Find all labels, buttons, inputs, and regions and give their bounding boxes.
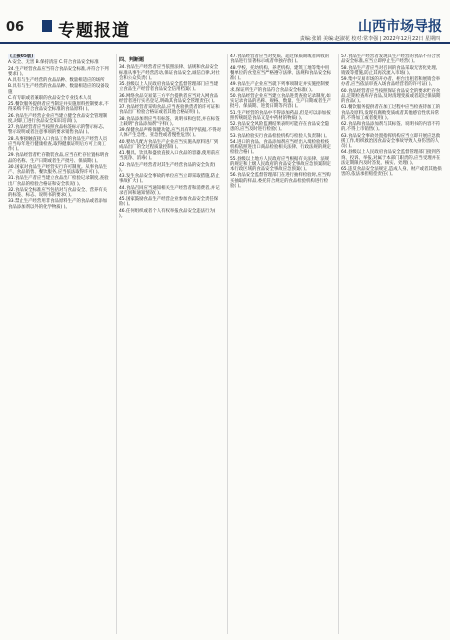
text-paragraph: 34.食品生产经营者应当依照法律、法规和食品安全标准从事生产经营活动,保证食品安全,诚信自律,对社会和公众负责( )。 bbox=[119, 65, 220, 81]
text-column-4 bbox=[341, 54, 443, 634]
column-1-text bbox=[8, 60, 110, 210]
text-paragraph: 51.生产经营的食品中不得添加药品,但是可以添加按照传统既是食品又是中药材的物质( )。 bbox=[230, 110, 331, 121]
column-title: 专题报道 bbox=[58, 21, 130, 41]
text-paragraph: 31.食品生产者应当建立食品出厂检验记录制度,查验出厂食品的检验合格证和安全状况( )。 bbox=[8, 176, 109, 187]
text-paragraph: 49.食品生产企业应当就下列事项制定并实施控制要求,保证所生产的食品符合食品安全标准( )。 bbox=[230, 82, 330, 93]
text-paragraph: 37.食品经营者采购食品,应当查验供货者的许可证和食品出厂检验合格证或者其他合格证明( )。 bbox=[119, 105, 220, 116]
text-paragraph: 55.县级以上地方人民政府应当根据有关法律、法规的规定和上级人民政府的食品安全事故应急预案制定本行政区域的食品安全事故应急预案( )。 bbox=[230, 156, 331, 172]
header-rule bbox=[0, 42, 450, 44]
page-header bbox=[0, 0, 450, 44]
text-paragraph: 26.食品生产经营企业应当建立健全食品安全管理制度,对职工进行食品安全知识培训( )。 bbox=[8, 113, 108, 124]
text-paragraph: 40.婴幼儿配方食品生产企业应当实施从原料进厂到成品出厂的全过程质量控制( )。 bbox=[119, 139, 219, 150]
page-number: 06 bbox=[6, 20, 25, 35]
text-paragraph: 53.食品检验实行食品检验机构与检验人负责制( )。 bbox=[230, 133, 330, 139]
text-paragraph: 65.违反食品安全法规定,造成人身、财产或者其他损害的,依法承担赔偿责任( )。 bbox=[341, 167, 442, 178]
section-title-judgement: 四、判断题 bbox=[119, 57, 145, 63]
text-paragraph: 41.餐具、饮具和盛放直接入口食品的容器,使用前应当洗净、消毒( )。 bbox=[119, 151, 220, 162]
text-paragraph: B.具有与生产经营的食品品种、数量相适应的设备设施 bbox=[8, 84, 110, 95]
text-paragraph: 25.餐饮服务提供者应当制定并实施原料控制要求,不得采购不符合食品安全标准的食品原料( )。 bbox=[8, 102, 109, 113]
text-paragraph: 63.食品安全事故处置指挥机构应当立即开展应急救援工作,组织救治因食品安全事故导致人身伤害的人员( )。 bbox=[341, 133, 441, 149]
text-column-1 bbox=[8, 54, 110, 634]
text-paragraph: 54.进口的食品、食品添加剂应当经出入境检验检疫机构依照进出口商品检验相关法律、行政法规的规定检验合格( )。 bbox=[230, 139, 331, 156]
text-paragraph: 39.保健食品声称保健功能,应当具有科学依据,不得对人体产生急性、亚急性或者慢性危害( )。 bbox=[119, 128, 221, 139]
text-paragraph: 45.国家鼓励食品生产经营企业参加食品安全责任保险( )。 bbox=[119, 197, 219, 208]
text-paragraph: A.具有与生产经营的食品品种、数量相适应的场所 bbox=[8, 78, 105, 83]
text-paragraph: 36.网络食品交易第三方平台提供者应当对入网食品经营者进行实名登记,明确其食品安全管理责任( )。 bbox=[119, 93, 219, 104]
text-paragraph: 35.县级以上人民政府食品安全监督管理部门应当建立食品生产经营者食品安全信用档案( )。 bbox=[119, 82, 219, 93]
newspaper-name: 山西市场导报 bbox=[358, 19, 442, 35]
continuation-tag bbox=[8, 54, 110, 59]
text-paragraph: 62.食品和食品添加剂与其标签、说明书的内容不符的,不得上市销售( )。 bbox=[341, 122, 441, 133]
column-title-block bbox=[42, 16, 142, 41]
column-divider bbox=[338, 54, 339, 634]
column-2-text bbox=[119, 65, 221, 219]
text-paragraph: 46.任何组织或者个人有权举报食品安全违法行为( )。 bbox=[119, 208, 216, 219]
text-paragraph: 47.食品经营者应当对变质、超过保质期或者回收的食品进行显著标示或者单独存放( )。 bbox=[230, 54, 330, 65]
text-paragraph: 61.餐饮服务提供者在加工过程中应当检查待加工的食品及原料,发现有腐败变质或者其他感官性状异常的,不得加工或者使用( )。 bbox=[341, 105, 441, 121]
text-paragraph: 52.食品安全风险监测结果表明可能存在食品安全隐患的,应当及时进行检验( )。 bbox=[230, 122, 330, 133]
title-marker-icon bbox=[42, 20, 52, 32]
text-paragraph: 50.食品经营企业应当建立食品进货查验记录制度,如实记录食品的名称、规格、数量、生产日期或者生产批号、保质期、进货日期等内容( )。 bbox=[230, 93, 331, 110]
column-divider bbox=[116, 54, 117, 634]
text-paragraph: 58.食品生产者应当对召回的食品采取无害化处理、销毁等措施,防止其再次流入市场( )。 bbox=[341, 65, 441, 76]
text-paragraph: A.安全、无害 B.保持清洁 C.符合食品安全标准 bbox=[8, 60, 99, 66]
text-paragraph: 42.食品生产经营者对其生产经营食品的安全负责( )。 bbox=[119, 162, 216, 173]
continued-from-label: (上接05版) bbox=[10, 54, 34, 59]
text-paragraph: 28.从事接触直接入口食品工作的食品生产经营人员应当每年进行健康检查,取得健康证明后方可上岗工作( )。 bbox=[8, 136, 108, 152]
editor-meta-line: 责编:张娟 美编:赵淑花 校对:常李强 | 2022年12月22日 星期四 bbox=[299, 36, 440, 42]
text-paragraph: 56.食品安全监督管理部门在进行抽样检验时,应当购买抽取的样品,委托符合规定的食品检验机构进行检验( )。 bbox=[230, 173, 331, 189]
article-body bbox=[8, 54, 442, 634]
column-divider bbox=[227, 54, 228, 634]
text-paragraph: 44.食品召回应当通知相关生产经营者和消费者,并记录召回和通知情况( )。 bbox=[119, 185, 220, 196]
text-paragraph: C.有专职或者兼职的食品安全专业技术人员 bbox=[8, 95, 92, 101]
column-4-text bbox=[341, 54, 443, 178]
text-paragraph: 64.县级以上人民政府食品安全监督管理部门接到咨询、投诉、举报,对属于本部门职责的,应当受理并在法定期限内及时答复、核实、处理( )。 bbox=[341, 150, 441, 166]
text-column-3 bbox=[230, 54, 332, 634]
text-paragraph: 29.食品经营者贮存散装食品,应当在贮存位置标明食品的名称、生产日期或者生产批号、保质期( )。 bbox=[8, 153, 109, 164]
text-paragraph: 30.国家对食品生产经营实行许可制度。从事食品生产、食品销售、餐饮服务,应当依法取得许可( )。 bbox=[8, 164, 108, 175]
text-paragraph: 60.食品经营者应当按照保证食品安全的要求贮存食品,定期检查库存食品,及时清理变质或者超过保质期的食品( )。 bbox=[341, 88, 441, 104]
text-paragraph: 32.食品安全标准应当包括对与食品安全、营养有关的标签、标志、说明书的要求( )。 bbox=[8, 187, 108, 198]
text-paragraph: 38.食品添加剂应当有标签、说明书和包装,并在标签上载明"食品添加剂"字样( )。 bbox=[119, 116, 220, 127]
text-column-2 bbox=[119, 54, 221, 634]
text-paragraph: 33.禁止生产经营用非食品原料生产的食品或者添加食品添加剂以外的化学物质( )。 bbox=[8, 199, 108, 210]
text-paragraph: 48.学校、托幼机构、养老机构、建筑工地等集中用餐单位的食堂应当严格遵守法律、法规和食品安全标准( )。 bbox=[230, 65, 331, 81]
text-paragraph: 24.生产经营食品应当符合食品安全标准,并符合下列要求( )。 bbox=[8, 66, 109, 77]
text-paragraph: 27.食品经营者应当按照食品标签标示的警示标志、警示说明或者注意事项的要求销售食品( )。 bbox=[8, 125, 108, 136]
text-paragraph: 59.集中交易市场的开办者、柜台出租者和展销会举办者,应当依法审查入场食品经营者的许可证( )。 bbox=[341, 77, 441, 88]
text-paragraph: 57.食品生产经营者发现其生产经营的食品不符合食品安全标准,应当立即停止生产经营( )。 bbox=[341, 54, 441, 65]
column-3-text bbox=[230, 54, 332, 189]
text-paragraph: 43.发生食品安全事故的单位应当立即采取措施,防止事故扩大( )。 bbox=[119, 174, 220, 185]
